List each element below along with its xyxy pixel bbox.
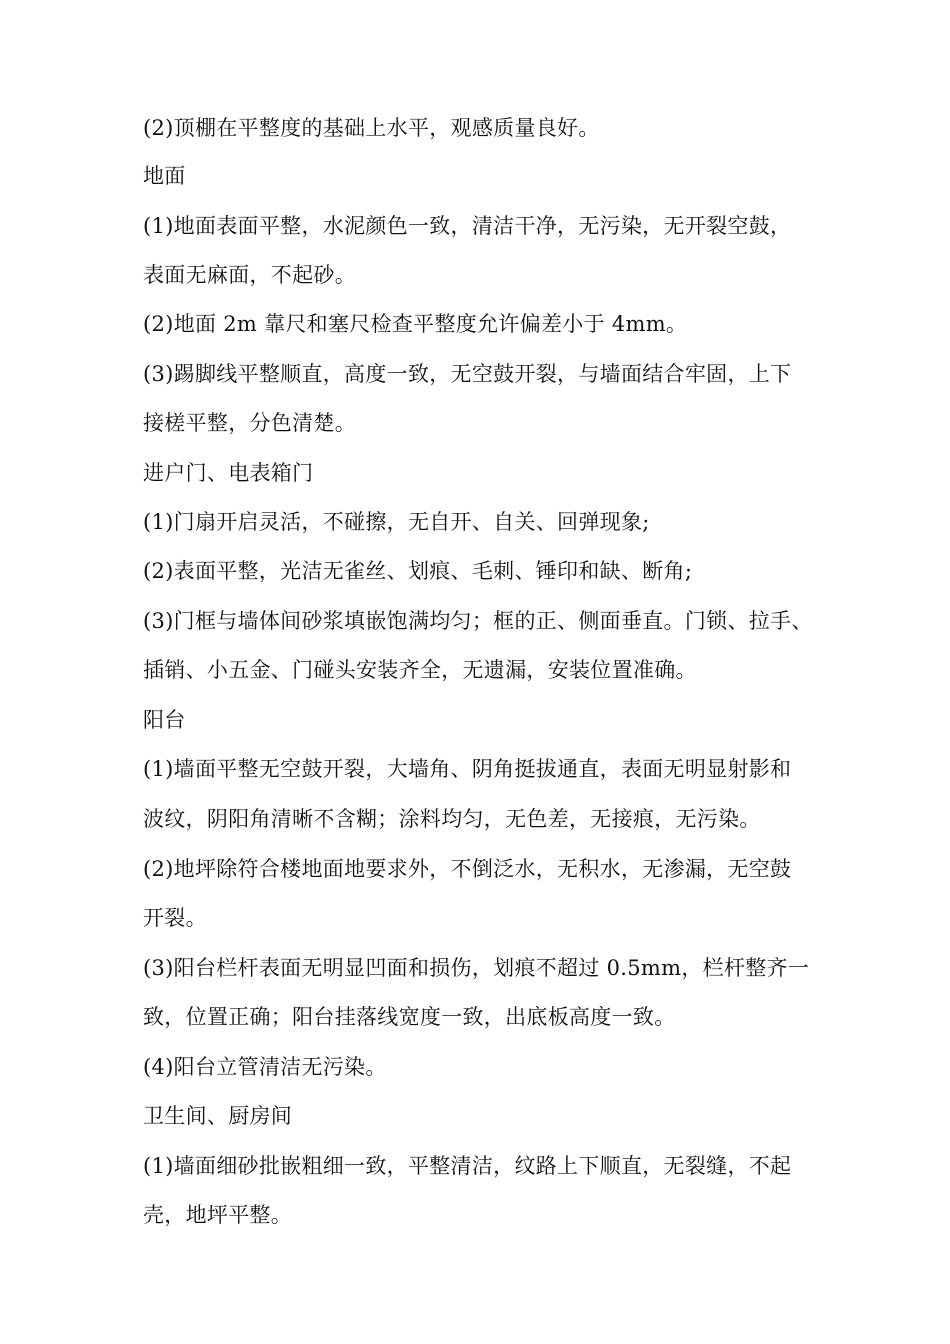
text-line: (4)阳台立管清洁无污染。 — [143, 1055, 387, 1079]
text-line: 接槎平整，分色清楚。 — [143, 411, 356, 435]
section-heading-bathroom-kitchen: 卫生间、厨房间 — [143, 1104, 293, 1128]
section-heading-doors: 进户门、电表箱门 — [143, 461, 314, 485]
text-line: 插销、小五金、门碰头安装齐全，无遗漏，安装位置准确。 — [143, 658, 697, 682]
text-line: 波纹，阴阳角清晰不含糊；涂料均匀，无色差，无接痕，无污染。 — [143, 807, 761, 831]
text-line: (1)地面表面平整，水泥颜色一致，清洁干净，无污染，无开裂空鼓， — [143, 214, 792, 238]
text-line: 壳，地坪平整。 — [143, 1203, 293, 1227]
text-line: (2)地坪除符合楼地面地要求外，不倒泛水，无积水，无渗漏，无空鼓 — [143, 857, 792, 881]
section-heading-floor: 地面 — [143, 164, 186, 188]
text-line: 表面无麻面，不起砂。 — [143, 263, 356, 287]
text-line: (1)墙面平整无空鼓开裂，大墙角、阴角挺拔通直，表面无明显射影和 — [143, 757, 792, 781]
text-line: (3)阳台栏杆表面无明显凹面和损伤，划痕不超过 0.5mm，栏杆整齐一 — [143, 956, 810, 980]
text-line: 开裂。 — [143, 906, 207, 930]
text-line: (1)墙面细砂批嵌粗细一致，平整清洁，纹路上下顺直，无裂缝，不起 — [143, 1154, 792, 1178]
section-heading-balcony: 阳台 — [143, 708, 186, 732]
text-line: (2)顶棚在平整度的基础上水平，观感质量良好。 — [143, 116, 600, 140]
text-line: 致，位置正确；阳台挂落线宽度一致，出底板高度一致。 — [143, 1005, 676, 1029]
text-line: (3)踢脚线平整顺直，高度一致，无空鼓开裂，与墙面结合牢固，上下 — [143, 362, 792, 386]
text-line: (1)门扇开启灵活，不碰擦，无自开、自关、回弹现象; — [143, 510, 650, 534]
text-line: (2)地面 2m 靠尺和塞尺检查平整度允许偏差小于 4mm。 — [143, 312, 688, 336]
text-line: (3)门框与墙体间砂浆填嵌饱满均匀；框的正、侧面垂直。门锁、拉手、 — [143, 609, 813, 633]
text-line: (2)表面平整，光洁无雀丝、划痕、毛刺、锤印和缺、断角; — [143, 559, 693, 583]
